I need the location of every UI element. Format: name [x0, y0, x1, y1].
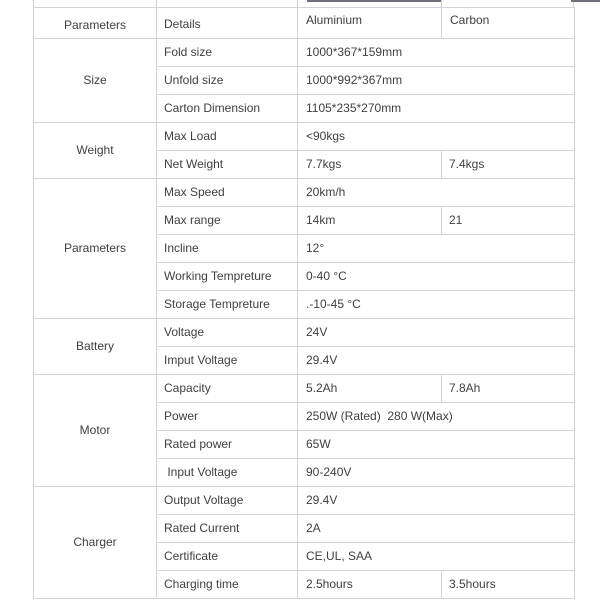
value-net-weight-aluminium: 7.7kgs — [298, 151, 442, 179]
detail-cell-certificate: Certificate — [157, 543, 298, 571]
group-cell-parameters: Parameters — [34, 179, 157, 319]
detail-cell-fold-size: Fold size — [157, 39, 298, 67]
group-cell-battery: Battery — [34, 319, 157, 375]
value-max-speed: 20km/h — [298, 179, 575, 207]
value-output-voltage: 29.4V — [298, 487, 575, 515]
detail-cell-storage-tempreture: Storage Tempreture — [157, 291, 298, 319]
detail-cell-output-voltage: Output Voltage — [157, 487, 298, 515]
value-charging-time-carbon: 3.5hours — [442, 571, 575, 599]
value-certificate: CE,UL, SAA — [298, 543, 575, 571]
crop-dark-edge — [307, 0, 441, 2]
header-cell-parameters: Parameters — [34, 8, 157, 39]
detail-cell-power: Power — [157, 403, 298, 431]
table-row — [34, 319, 575, 347]
value-net-weight-carbon: 7.4kgs — [442, 151, 575, 179]
header-cell-details: Details — [157, 8, 298, 39]
header-cell-carbon: Carbon — [442, 8, 575, 39]
value-unfold-size: 1000*992*367mm — [298, 67, 575, 95]
detail-cell-max-range: Max range — [157, 207, 298, 235]
value-charging-time-aluminium: 2.5hours — [298, 571, 442, 599]
value-max-load: <90kgs — [298, 123, 575, 151]
value-working-tempreture: 0-40 °C — [298, 263, 575, 291]
group-cell-size: Size — [34, 39, 157, 123]
value-rated-power: 65W — [298, 431, 575, 459]
group-cell-motor: Motor — [34, 375, 157, 487]
value-power: 250W (Rated) 280 W(Max) — [298, 403, 575, 431]
detail-cell-rated-current: Rated Current — [157, 515, 298, 543]
value-storage-tempreture: .-10-45 °C — [298, 291, 575, 319]
value-max-range-aluminium: 14km — [298, 207, 442, 235]
value-max-range-carbon: 21 — [442, 207, 575, 235]
detail-cell-voltage: Voltage — [157, 319, 298, 347]
detail-cell-unfold-size: Unfold size — [157, 67, 298, 95]
value-capacity-aluminium: 5.2Ah — [298, 375, 442, 403]
table-row — [34, 123, 575, 151]
value-input-voltage: 90-240V — [298, 459, 575, 487]
detail-cell-charging-time: Charging time — [157, 571, 298, 599]
table-header-row — [34, 8, 575, 39]
table-row — [34, 487, 575, 515]
detail-cell-net-weight: Net Weight — [157, 151, 298, 179]
table-row — [34, 375, 575, 403]
detail-cell-carton-dimension: Carton Dimension — [157, 95, 298, 123]
table-row — [34, 179, 575, 207]
detail-cell-max-load: Max Load — [157, 123, 298, 151]
detail-cell-working-tempreture: Working Tempreture — [157, 263, 298, 291]
crop-dark-edge — [571, 0, 600, 2]
detail-cell-rated-power: Rated power — [157, 431, 298, 459]
value-carton-dimension: 1105*235*270mm — [298, 95, 575, 123]
value-fold-size: 1000*367*159mm — [298, 39, 575, 67]
value-capacity-carbon: 7.8Ah — [442, 375, 575, 403]
value-rated-current: 2A — [298, 515, 575, 543]
group-cell-charger: Charger — [34, 487, 157, 599]
value-incline: 12° — [298, 235, 575, 263]
value-imput-voltage: 29.4V — [298, 347, 575, 375]
detail-cell-input-voltage: Input Voltage — [157, 459, 298, 487]
detail-cell-imput-voltage: Imput Voltage — [157, 347, 298, 375]
detail-cell-max-speed: Max Speed — [157, 179, 298, 207]
group-cell-weight: Weight — [34, 123, 157, 179]
value-voltage: 24V — [298, 319, 575, 347]
spec-table — [33, 7, 575, 599]
detail-cell-incline: Incline — [157, 235, 298, 263]
detail-cell-capacity: Capacity — [157, 375, 298, 403]
table-row — [34, 39, 575, 67]
header-cell-aluminium: Aluminium — [298, 8, 442, 39]
